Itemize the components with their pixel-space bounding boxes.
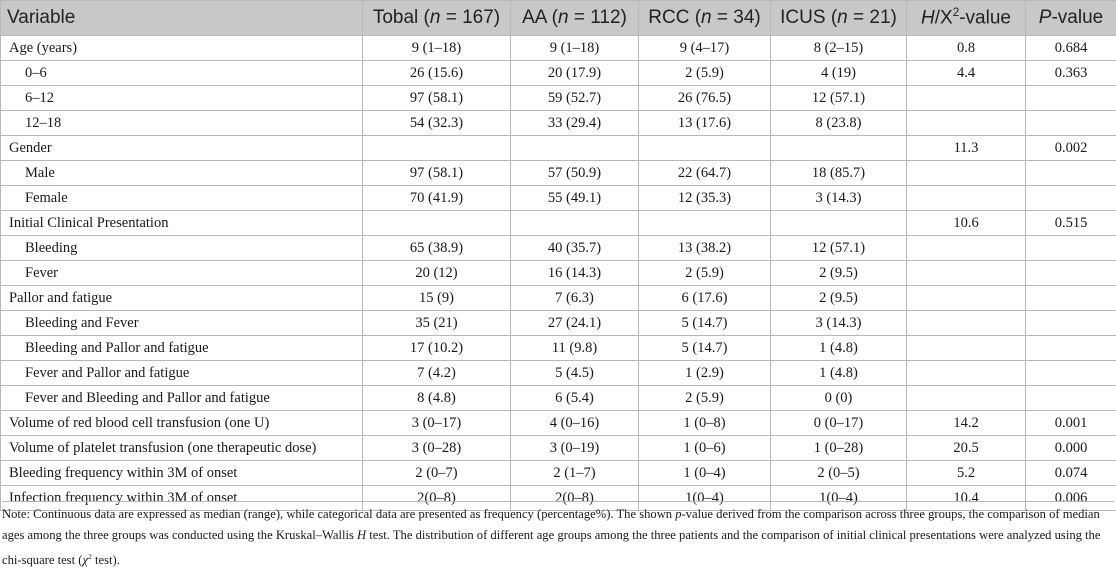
table-row <box>1 86 1116 111</box>
cell-rcc: 1 (0–4) <box>639 461 771 486</box>
table-row <box>1 36 1116 61</box>
cell-total: 26 (15.6) <box>363 61 511 86</box>
cell-total: 8 (4.8) <box>363 386 511 411</box>
cell-variable: Pallor and fatigue <box>1 286 363 311</box>
table-row <box>1 211 1116 236</box>
table-row <box>1 261 1116 286</box>
cell-total: 97 (58.1) <box>363 86 511 111</box>
cell-icus: 12 (57.1) <box>771 86 907 111</box>
table-row <box>1 336 1116 361</box>
cell-icus: 1 (4.8) <box>771 361 907 386</box>
cell-p-value <box>1026 361 1116 386</box>
cell-total: 97 (58.1) <box>363 161 511 186</box>
cell-total <box>363 211 511 236</box>
cell-total: 7 (4.2) <box>363 361 511 386</box>
cell-icus: 3 (14.3) <box>771 311 907 336</box>
cell-icus: 8 (23.8) <box>771 111 907 136</box>
cell-total: 9 (1–18) <box>363 36 511 61</box>
cell-statistic <box>907 111 1026 136</box>
cell-rcc: 1 (0–6) <box>639 436 771 461</box>
cell-total: 3 (0–17) <box>363 411 511 436</box>
table-row <box>1 236 1116 261</box>
table-footnote: Note: Continuous data are expressed as median (range), while categorical data are presented as frequency (percentage%). The shown p-value derived from the comparison across three groups, the comparison of median ages among the three groups was conducted using the Kruskal–Wallis H test. The distribution of different age groups among the three patients and the comparison of initial clinical presentations were analyzed using the chi-square test ($\chi^2$ test). <box>2 501 1114 571</box>
table-row <box>1 186 1116 211</box>
cell-total: 17 (10.2) <box>363 336 511 361</box>
cell-rcc: 1(0–4) <box>639 486 771 511</box>
cell-variable: 6–12 <box>1 86 363 111</box>
cell-variable: Fever <box>1 261 363 286</box>
cell-p-value: 0.363 <box>1026 61 1116 86</box>
cell-icus: 0 (0) <box>771 386 907 411</box>
header-total: Tobal (n = 167) <box>363 1 511 36</box>
table-row <box>1 411 1116 436</box>
header-p-value: P-value <box>1026 1 1116 36</box>
header-variable: Variable <box>1 1 363 36</box>
cell-aa: 55 (49.1) <box>511 186 639 211</box>
cell-total: 65 (38.9) <box>363 236 511 261</box>
cell-variable: Initial Clinical Presentation <box>1 211 363 236</box>
cell-variable: Infection frequency within 3M of onset <box>1 486 363 511</box>
table-row <box>1 161 1116 186</box>
cell-statistic <box>907 386 1026 411</box>
cell-aa: 59 (52.7) <box>511 86 639 111</box>
cell-total: 15 (9) <box>363 286 511 311</box>
table-row <box>1 386 1116 411</box>
cell-total <box>363 136 511 161</box>
cell-p-value <box>1026 236 1116 261</box>
header-statistic: $H/X^2$-value <box>907 1 1026 36</box>
cell-variable: 12–18 <box>1 111 363 136</box>
header-row <box>1 1 1116 36</box>
cell-aa: 40 (35.7) <box>511 236 639 261</box>
cell-icus: 4 (19) <box>771 61 907 86</box>
cell-statistic: 11.3 <box>907 136 1026 161</box>
cell-total: 2 (0–7) <box>363 461 511 486</box>
cell-p-value <box>1026 261 1116 286</box>
cell-icus: 1 (4.8) <box>771 336 907 361</box>
cell-p-value <box>1026 286 1116 311</box>
cell-icus <box>771 136 907 161</box>
cell-aa: 20 (17.9) <box>511 61 639 86</box>
table-row <box>1 436 1116 461</box>
cell-aa: 3 (0–19) <box>511 436 639 461</box>
cell-p-value: 0.006 <box>1026 486 1116 511</box>
cell-aa: 5 (4.5) <box>511 361 639 386</box>
cell-total: 3 (0–28) <box>363 436 511 461</box>
cell-icus: 2 (9.5) <box>771 286 907 311</box>
cell-aa <box>511 136 639 161</box>
cell-rcc: 13 (17.6) <box>639 111 771 136</box>
header-icus: ICUS (n = 21) <box>771 1 907 36</box>
cell-rcc: 2 (5.9) <box>639 61 771 86</box>
cell-variable: Gender <box>1 136 363 161</box>
table-row <box>1 311 1116 336</box>
header-rcc: RCC (n = 34) <box>639 1 771 36</box>
header-aa: AA (n = 112) <box>511 1 639 36</box>
cell-statistic <box>907 311 1026 336</box>
cell-statistic: 14.2 <box>907 411 1026 436</box>
cell-p-value: 0.002 <box>1026 136 1116 161</box>
cell-total: 35 (21) <box>363 311 511 336</box>
cell-aa: 6 (5.4) <box>511 386 639 411</box>
cell-total: 20 (12) <box>363 261 511 286</box>
cell-variable: Bleeding <box>1 236 363 261</box>
cell-statistic <box>907 236 1026 261</box>
cell-rcc: 1 (0–8) <box>639 411 771 436</box>
cell-p-value: 0.000 <box>1026 436 1116 461</box>
cell-icus: 12 (57.1) <box>771 236 907 261</box>
cell-rcc <box>639 136 771 161</box>
cell-icus: 3 (14.3) <box>771 186 907 211</box>
cell-p-value <box>1026 111 1116 136</box>
cell-icus: 8 (2–15) <box>771 36 907 61</box>
cell-variable: Male <box>1 161 363 186</box>
cell-statistic: 10.6 <box>907 211 1026 236</box>
cell-rcc: 5 (14.7) <box>639 336 771 361</box>
cell-rcc: 9 (4–17) <box>639 36 771 61</box>
cell-statistic <box>907 161 1026 186</box>
cell-statistic: 4.4 <box>907 61 1026 86</box>
cell-p-value <box>1026 86 1116 111</box>
cell-icus: 1 (0–28) <box>771 436 907 461</box>
cell-rcc: 22 (64.7) <box>639 161 771 186</box>
cell-icus: 2 (9.5) <box>771 261 907 286</box>
cell-statistic <box>907 86 1026 111</box>
cell-aa: 57 (50.9) <box>511 161 639 186</box>
table-row <box>1 461 1116 486</box>
cell-p-value <box>1026 161 1116 186</box>
cell-p-value <box>1026 311 1116 336</box>
table-row <box>1 361 1116 386</box>
cell-icus <box>771 211 907 236</box>
cell-aa: 11 (9.8) <box>511 336 639 361</box>
cell-variable: Volume of platelet transfusion (one therapeutic dose) <box>1 436 363 461</box>
cell-variable: Fever and Bleeding and Pallor and fatigue <box>1 386 363 411</box>
table-body <box>1 36 1116 511</box>
cell-p-value <box>1026 186 1116 211</box>
cell-variable: Fever and Pallor and fatigue <box>1 361 363 386</box>
cell-aa: 33 (29.4) <box>511 111 639 136</box>
cell-variable: 0–6 <box>1 61 363 86</box>
cell-variable: Bleeding and Fever <box>1 311 363 336</box>
cell-icus: 18 (85.7) <box>771 161 907 186</box>
cell-variable: Female <box>1 186 363 211</box>
cell-rcc: 2 (5.9) <box>639 386 771 411</box>
cell-total: 54 (32.3) <box>363 111 511 136</box>
cell-icus: 2 (0–5) <box>771 461 907 486</box>
cell-p-value: 0.074 <box>1026 461 1116 486</box>
cell-aa: 2 (1–7) <box>511 461 639 486</box>
cell-aa: 4 (0–16) <box>511 411 639 436</box>
table-row <box>1 136 1116 161</box>
cell-variable: Volume of red blood cell transfusion (one U) <box>1 411 363 436</box>
cell-p-value <box>1026 386 1116 411</box>
cell-p-value: 0.515 <box>1026 211 1116 236</box>
cell-statistic <box>907 286 1026 311</box>
cell-p-value: 0.001 <box>1026 411 1116 436</box>
cell-statistic: 10.4 <box>907 486 1026 511</box>
cell-rcc: 6 (17.6) <box>639 286 771 311</box>
cell-statistic: 20.5 <box>907 436 1026 461</box>
cell-statistic <box>907 336 1026 361</box>
cell-icus: 1(0–4) <box>771 486 907 511</box>
cell-statistic <box>907 261 1026 286</box>
cell-statistic <box>907 361 1026 386</box>
cell-variable: Age (years) <box>1 36 363 61</box>
cell-rcc <box>639 211 771 236</box>
cell-aa: 9 (1–18) <box>511 36 639 61</box>
table-row <box>1 286 1116 311</box>
cell-p-value <box>1026 336 1116 361</box>
cell-aa: 7 (6.3) <box>511 286 639 311</box>
cell-total: 70 (41.9) <box>363 186 511 211</box>
cell-icus: 0 (0–17) <box>771 411 907 436</box>
table-row <box>1 111 1116 136</box>
cell-rcc: 12 (35.3) <box>639 186 771 211</box>
cell-p-value: 0.684 <box>1026 36 1116 61</box>
cell-variable: Bleeding and Pallor and fatigue <box>1 336 363 361</box>
cell-rcc: 2 (5.9) <box>639 261 771 286</box>
cell-statistic: 0.8 <box>907 36 1026 61</box>
cell-rcc: 5 (14.7) <box>639 311 771 336</box>
cell-aa: 2(0–8) <box>511 486 639 511</box>
cell-total: 2(0–8) <box>363 486 511 511</box>
cell-statistic: 5.2 <box>907 461 1026 486</box>
table-row <box>1 61 1116 86</box>
cell-aa: 27 (24.1) <box>511 311 639 336</box>
cell-rcc: 26 (76.5) <box>639 86 771 111</box>
cell-aa: 16 (14.3) <box>511 261 639 286</box>
cell-rcc: 13 (38.2) <box>639 236 771 261</box>
cell-rcc: 1 (2.9) <box>639 361 771 386</box>
cell-statistic <box>907 186 1026 211</box>
cell-variable: Bleeding frequency within 3M of onset <box>1 461 363 486</box>
cell-aa <box>511 211 639 236</box>
